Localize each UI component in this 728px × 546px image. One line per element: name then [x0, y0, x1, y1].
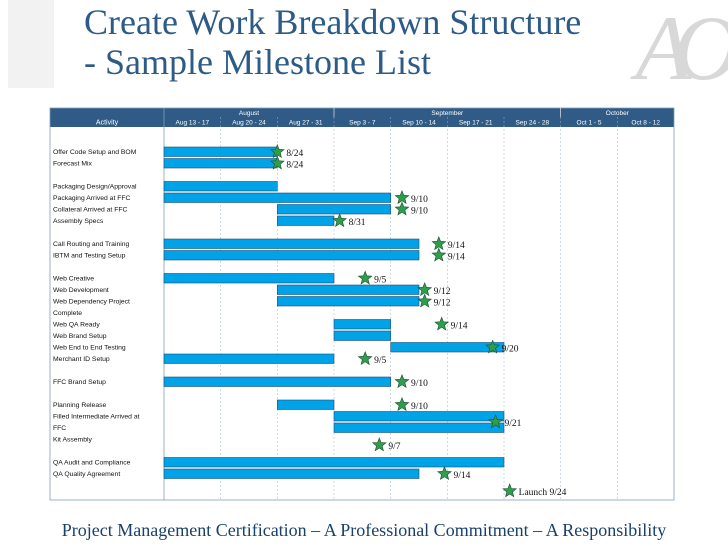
week-label: Sep 10 - 14	[402, 119, 436, 127]
task-bar	[391, 343, 504, 353]
milestone-date-label: 9/20	[501, 344, 519, 355]
activity-label: Packaging Arrived at FFC	[53, 195, 131, 202]
week-label: Sep 3 - 7	[349, 119, 376, 127]
activity-header: Activity	[95, 119, 119, 127]
milestone-date-label: 8/31	[348, 217, 366, 228]
activity-label: FFC	[53, 425, 67, 432]
milestone-star-icon	[359, 352, 372, 365]
milestone-star-icon	[333, 214, 346, 227]
activity-label: Web Development	[53, 287, 109, 294]
activity-label: Forecast Mix	[53, 160, 92, 168]
month-label: September	[431, 110, 464, 117]
task-bar	[164, 251, 419, 261]
task-bar	[277, 297, 419, 307]
milestone-date-label: 9/12	[433, 298, 451, 309]
task-bar	[334, 320, 391, 330]
milestone-date-label: 9/12	[433, 286, 451, 297]
task-bar	[164, 182, 277, 192]
activity-label: Filled Intermediate Arrived at	[53, 413, 140, 421]
milestone-star-icon	[395, 202, 408, 215]
task-bar	[277, 285, 419, 295]
activity-label: QA Quality Agreement	[53, 471, 121, 478]
activity-label: FFC Brand Setup	[53, 379, 106, 386]
activity-label: QA Audit and Compliance	[53, 459, 131, 467]
activity-label: Offer Code Setup and BOM	[53, 149, 137, 156]
task-bar	[164, 377, 391, 387]
activity-label: Call Routing and Training	[53, 241, 130, 248]
month-header-band	[50, 108, 674, 117]
milestone-date-label: 9/14	[453, 470, 471, 481]
logo-watermark: AO	[635, 0, 722, 99]
task-bar	[164, 274, 334, 284]
activity-label: Assembly Specs	[53, 218, 104, 225]
milestone-date-label: Launch 9/24	[518, 488, 567, 498]
activity-label: Kit Assembly	[53, 436, 92, 444]
milestone-star-icon	[438, 467, 451, 480]
milestone-star-icon	[432, 237, 445, 250]
activity-label: Web End to End Testing	[53, 344, 126, 352]
milestone-date-label: 9/5	[374, 355, 387, 366]
task-bar	[164, 147, 277, 157]
task-bar	[277, 400, 334, 410]
task-bar	[164, 239, 419, 249]
task-bar	[334, 331, 391, 341]
milestone-star-icon	[395, 398, 408, 411]
week-label: Aug 27 - 31	[288, 119, 323, 127]
activity-label: IBTM and Testing Setup	[53, 252, 126, 260]
month-label: October	[605, 110, 629, 117]
milestone-date-label: 9/21	[504, 419, 522, 429]
milestone-date-label: 9/10	[411, 206, 428, 217]
activity-label: Web Creative	[53, 275, 95, 283]
milestone-date-label: 8/24	[286, 148, 304, 159]
task-bar	[164, 458, 504, 468]
week-label: Aug 20 - 24	[232, 119, 266, 127]
milestone-date-label: 9/14	[447, 240, 465, 251]
activity-label: Complete	[53, 310, 83, 317]
week-label: Sep 24 - 28	[515, 119, 550, 127]
task-bar	[334, 423, 504, 433]
month-label: August	[238, 110, 260, 117]
task-bar	[277, 205, 390, 215]
milestone-date-label: 9/5	[374, 275, 387, 286]
milestone-star-icon	[373, 438, 386, 451]
milestone-date-label: 9/10	[411, 378, 428, 389]
week-label: Oct 8 - 12	[631, 119, 660, 127]
milestone-star-icon	[435, 317, 448, 330]
week-label: Aug 13 - 17	[175, 119, 210, 127]
milestone-star-icon	[395, 375, 408, 388]
milestone-date-label: 9/10	[411, 401, 428, 412]
week-label: Sep 17 - 21	[458, 119, 493, 127]
activity-label: Packaging Design/Approval	[53, 183, 137, 191]
milestone-star-icon	[432, 248, 445, 261]
week-label: Oct 1 - 5	[576, 119, 602, 127]
task-bar	[164, 354, 334, 364]
activity-label: Collateral Arrived at FFC	[53, 206, 128, 214]
task-bar	[334, 412, 504, 422]
milestone-date-label: 8/24	[286, 160, 304, 171]
task-bar	[277, 216, 334, 226]
milestone-star-icon	[418, 294, 431, 307]
milestone-date-label: 9/7	[388, 442, 401, 452]
milestone-date-label: 9/10	[411, 194, 428, 205]
milestone-date-label: 9/14	[450, 321, 468, 332]
slide-footer: Project Management Certification – A Professional Commitment – A Responsibility	[61, 520, 667, 540]
activity-label: Web Brand Setup	[53, 333, 107, 340]
slide-title-line1: Create Work Breakdown Structure	[84, 2, 582, 42]
milestone-star-icon	[359, 271, 372, 284]
task-bar	[164, 159, 277, 169]
activity-label: Web Dependency Project	[53, 298, 130, 306]
milestone-star-icon	[418, 283, 431, 296]
task-bar	[164, 469, 419, 479]
milestone-date-label: 9/14	[447, 252, 465, 263]
activity-label: Merchant ID Setup	[53, 356, 110, 363]
task-bar	[164, 193, 391, 203]
activity-label: Web QA Ready	[53, 321, 100, 329]
slide-title-line2: - Sample Milestone List	[84, 42, 431, 82]
activity-label: Planning Release	[53, 402, 107, 409]
milestone-star-icon	[503, 484, 516, 497]
